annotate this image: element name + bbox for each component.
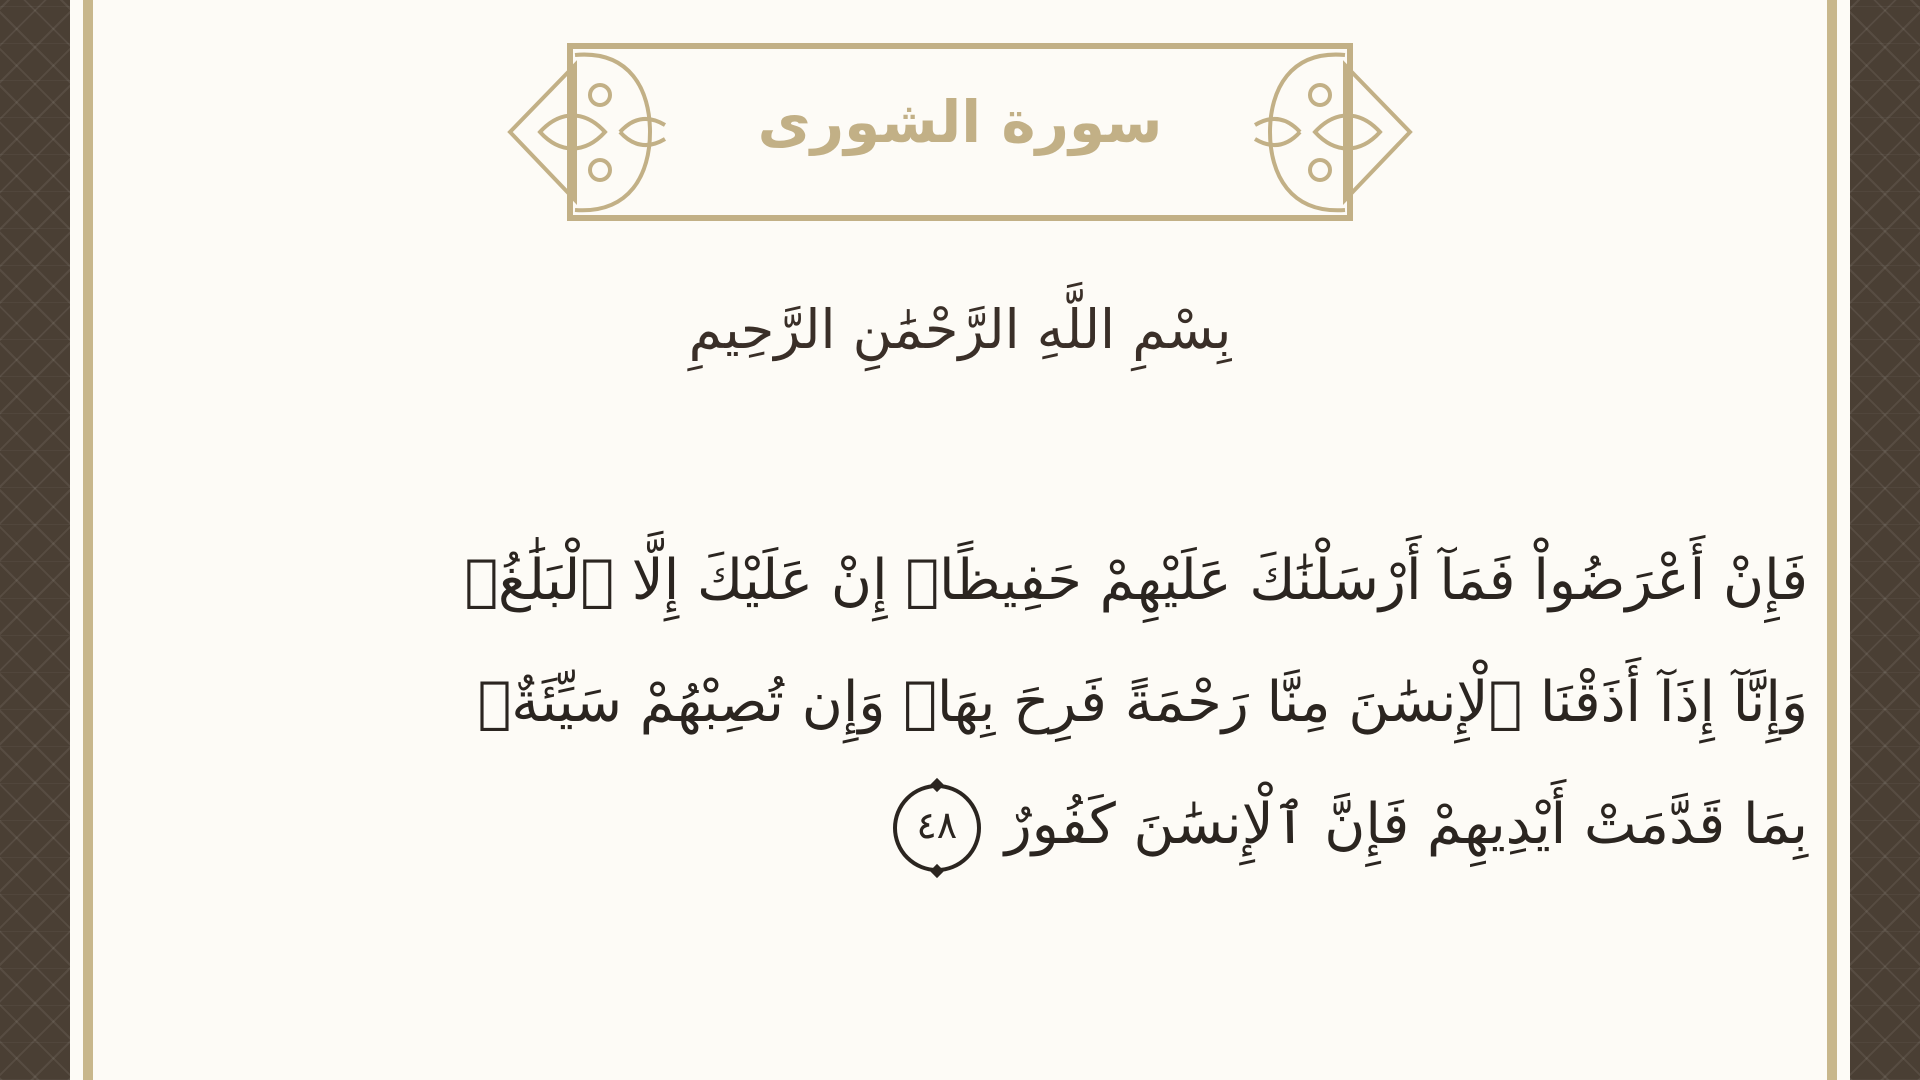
verse-line-3 [320, 764, 1808, 886]
basmala: بِسْمِ اللَّهِ الرَّحْمَٰنِ الرَّحِيمِ [688, 298, 1232, 361]
left-ornamental-border [0, 0, 70, 1080]
verse-line-1: فَإِنْ أَعْرَضُواْ فَمَآ أَرْسَلْنَٰكَ عَلَيْهِمْ حَفِيظًاۖ إِنْ عَلَيْكَ إِلَّا ٱلْبَلَٰغُۗ [464, 548, 1808, 613]
right-gold-rule [1827, 0, 1837, 1080]
surah-title-banner [500, 40, 1420, 230]
verse-line-2: وَإِنَّآ إِذَآ أَذَقْنَا ٱلْإِنسَٰنَ مِنَّا رَحْمَةً فَرِحَ بِهَاۖ وَإِن تُصِبْهُمْ سَيِّئَةٌۢ [477, 670, 1808, 735]
left-gold-rule [83, 0, 93, 1080]
ayah-number-marker: ٤٨ [893, 784, 981, 872]
right-ornamental-border [1850, 0, 1920, 1080]
verse-text [320, 520, 1808, 886]
surah-name: سورة الشورى [757, 88, 1163, 156]
verse-line-3-text: بِمَا قَدَّمَتْ أَيْدِيهِمْ فَإِنَّ ٱلْإِنسَٰنَ كَفُورٌ [1004, 792, 1808, 857]
